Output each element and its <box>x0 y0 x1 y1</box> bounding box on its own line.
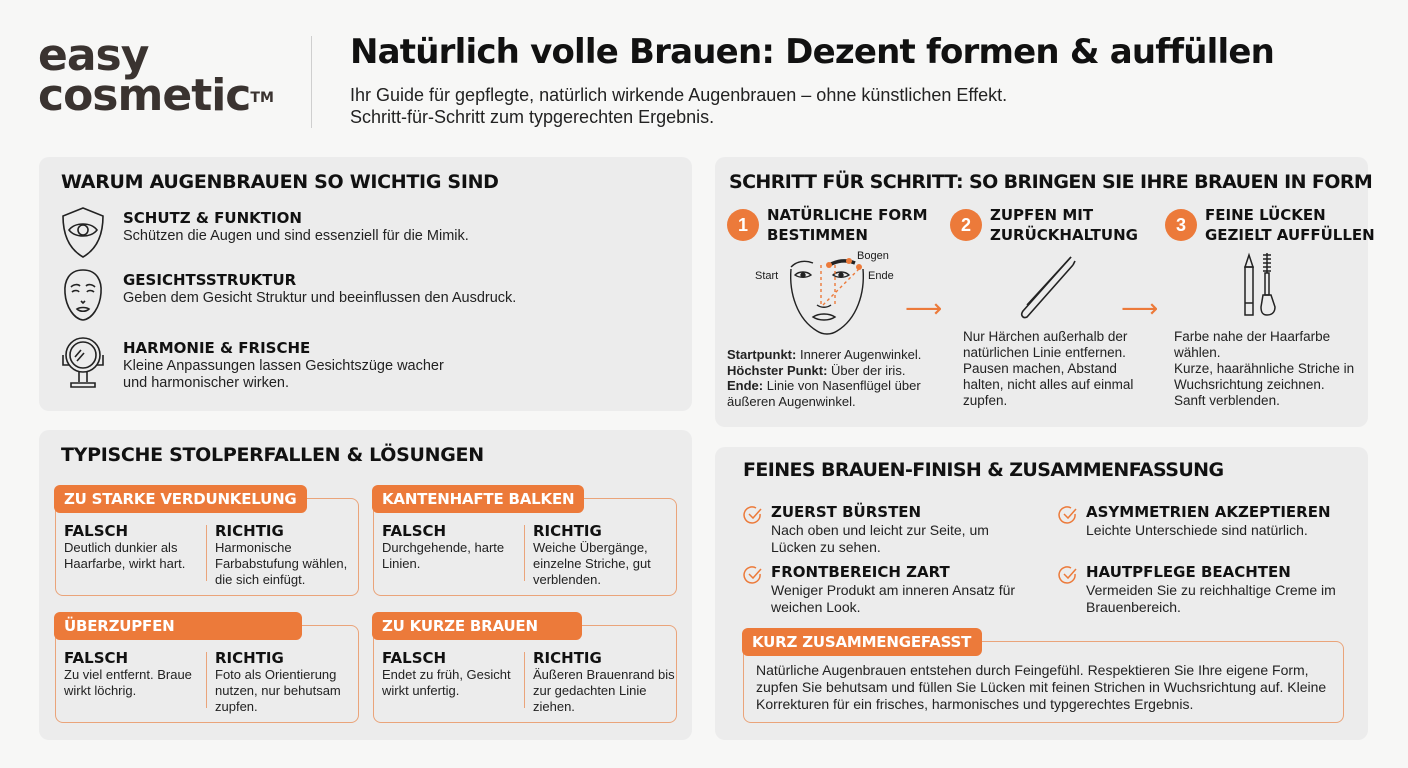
trademark: TM <box>250 90 274 106</box>
wrong-text: Durchgehende, harte Linien. <box>382 540 505 571</box>
face-icon <box>59 267 107 323</box>
pitfall-card <box>55 617 359 723</box>
brand-line-1: easy <box>38 30 149 81</box>
finish-title: FEINES BRAUEN-FINISH & ZUSAMMENFASSUNG <box>743 459 1224 481</box>
pitfall-divider <box>524 525 525 581</box>
pitfall-divider <box>206 652 207 708</box>
right-text: Weiche Übergänge, einzelne Striche, gut verblenden. <box>533 540 651 587</box>
page-title: Natürlich volle Brauen: Dezent formen & auffüllen <box>350 32 1275 72</box>
wrong-heading: FALSCH <box>64 649 129 667</box>
steps-panel <box>715 157 1375 427</box>
why-item-face-structure <box>59 267 679 327</box>
step-badge: 1 <box>727 209 759 241</box>
subtitle-line-2: Schritt-für-Schritt zum typgerechten Ergebnis. <box>350 107 715 127</box>
right-text: Foto als Orientierung nutzen, nur behutsam zupfen. <box>215 667 341 714</box>
step-1-line-text: Innerer Augenwinkel. <box>796 347 922 362</box>
summary-box <box>743 633 1344 723</box>
right-text: Äußeren Brauenrand bis zur gedachten Linie ziehen. <box>533 667 675 714</box>
wrong-text: Zu viel entfernt. Braue wirkt löchrig. <box>64 667 192 698</box>
tip-text: Vermeiden Sie zu reichhaltige Creme im Brauenbereich. <box>1086 582 1336 615</box>
tip-heading: FRONTBEREICH ZART <box>771 563 950 581</box>
header-divider <box>311 36 312 128</box>
tip-heading: ASYMMETRIEN AKZEPTIEREN <box>1086 503 1331 521</box>
subtitle-line-1: Ihr Guide für gepflegte, natürlich wirkende Augenbrauen – ohne künstlichen Effekt. <box>350 85 1008 105</box>
right-heading: RICHTIG <box>215 522 284 540</box>
pitfall-label: ZU STARKE VERDUNKELUNG <box>54 485 307 513</box>
pitfall-card <box>55 490 359 596</box>
step-1-line-text: Linie von Nasenflügel über äußeren Augenwinkel. <box>727 378 921 409</box>
shield-eye-icon <box>59 205 107 261</box>
pitfall-card <box>373 617 677 723</box>
step-heading: ZUPFEN MIT ZURÜCKHALTUNG <box>990 206 1138 244</box>
why-item-heading: GESICHTSSTRUKTUR <box>123 271 297 289</box>
diagram-label-arch: Bogen <box>857 250 889 262</box>
pitfalls-title: TYPISCHE STOLPERFALLEN & LÖSUNGEN <box>61 444 484 466</box>
step-3-line: Farbe nahe der Haarfarbe wählen. <box>1174 329 1331 360</box>
tip-text: Leichte Unterschiede sind natürlich. <box>1086 522 1308 538</box>
finish-panel <box>715 447 1368 740</box>
why-item-text: Schützen die Augen und sind essenziell für die Mimik. <box>123 228 469 244</box>
pitfall-divider <box>206 525 207 581</box>
wrong-heading: FALSCH <box>382 522 447 540</box>
step-1-line-text: Über der iris. <box>827 362 906 378</box>
pitfall-card <box>373 490 677 596</box>
check-circle-icon <box>1058 505 1078 525</box>
brow-pencil-and-spoolie-icon <box>1241 251 1281 317</box>
why-item-harmony <box>59 335 679 395</box>
steps-title: SCHRITT FÜR SCHRITT: SO BRINGEN SIE IHRE BRAUEN IN FORM <box>729 171 1373 193</box>
wrong-text: Endet zu früh, Gesicht wirkt unfertig. <box>382 667 511 698</box>
check-circle-icon <box>1058 565 1078 585</box>
summary-label: KURZ ZUSAMMENGEFASST <box>742 628 982 656</box>
why-panel <box>39 157 692 411</box>
pitfall-label: ZU KURZE BRAUEN <box>372 612 582 640</box>
step-1-line-label: Ende: <box>727 378 764 393</box>
tip-text: Weniger Produkt am inneren Ansatz für weichen Look. <box>771 582 1016 615</box>
step-1-line-label: Höchster Punkt: <box>727 362 828 378</box>
step-1-line-label: Startpunkt: <box>727 347 797 362</box>
mirror-icon <box>59 335 107 391</box>
wrong-heading: FALSCH <box>382 649 447 667</box>
step-heading: FEINE LÜCKEN GEZIELT AUFFÜLLEN <box>1205 206 1375 244</box>
why-item-text: Kleine Anpassungen lassen Gesichtszüge wacher und harmonischer wirken. <box>123 358 444 391</box>
tip-text: Nach oben und leicht zur Seite, um Lücken zu sehen. <box>771 522 989 555</box>
brand-line-2: cosmetic <box>38 70 251 121</box>
step-3-line: Sanft verblenden. <box>1174 393 1280 408</box>
step-badge: 2 <box>950 209 982 241</box>
summary-text: Natürliche Augenbrauen entstehen durch Feingefühl. Respektieren Sie Ihre eigene Form, zupfen Sie behutsam und füllen Sie Lücken mit feinen Strichen in Wuchsrichtung auf. Kleine Korrekturen für ein frisches, harmonisches und typgerechtes Ergebnis. <box>756 662 1327 712</box>
right-heading: RICHTIG <box>215 649 284 667</box>
step-heading: NATÜRLICHE FORM BESTIMMEN <box>767 206 928 244</box>
right-text: Harmonische Farbabstufung wählen, die sich einfügt. <box>215 540 348 587</box>
step-badge: 3 <box>1165 209 1197 241</box>
check-circle-icon <box>743 505 763 525</box>
step-3-line: Kurze, haarähnliche Striche in Wuchsrichtung zeichnen. <box>1174 361 1355 392</box>
tip-heading: HAUTPFLEGE BEACHTEN <box>1086 563 1291 581</box>
why-item-heading: HARMONIE & FRISCHE <box>123 339 311 357</box>
arrow-right-icon: ⟶ <box>1121 293 1159 323</box>
wrong-heading: FALSCH <box>64 522 129 540</box>
step-2-text: Nur Härchen außerhalb der natürlichen Linie entfernen. Pausen machen, Abstand halten, nicht alles auf einmal zupfen. <box>963 329 1134 408</box>
step-3-text <box>1174 329 1364 409</box>
pitfalls-panel <box>39 430 692 740</box>
diagram-label-end: Ende <box>868 270 894 282</box>
why-item-heading: SCHUTZ & FUNKTION <box>123 209 302 227</box>
diagram-label-start: Start <box>755 270 779 282</box>
wrong-text: Deutlich dunkier als Haarfarbe, wirkt hart. <box>64 540 186 571</box>
pitfall-label: ÜBERZUPFEN <box>54 612 302 640</box>
brand-logo <box>38 30 274 121</box>
why-item-protection <box>59 205 679 265</box>
pitfall-divider <box>524 652 525 708</box>
why-item-text: Geben dem Gesicht Struktur und beeinflussen den Ausdruck. <box>123 290 517 306</box>
page-subtitle <box>350 84 1007 128</box>
step-1-text <box>727 347 937 409</box>
tweezers-icon <box>1013 253 1077 323</box>
right-heading: RICHTIG <box>533 649 602 667</box>
tip-heading: ZUERST BÜRSTEN <box>771 503 922 521</box>
check-circle-icon <box>743 565 763 585</box>
why-title: WARUM AUGENBRAUEN SO WICHTIG SIND <box>61 171 499 193</box>
pitfall-label: KANTENHAFTE BALKEN <box>372 485 584 513</box>
right-heading: RICHTIG <box>533 522 602 540</box>
arrow-right-icon: ⟶ <box>905 293 943 323</box>
brow-mapping-face-icon <box>783 253 873 339</box>
